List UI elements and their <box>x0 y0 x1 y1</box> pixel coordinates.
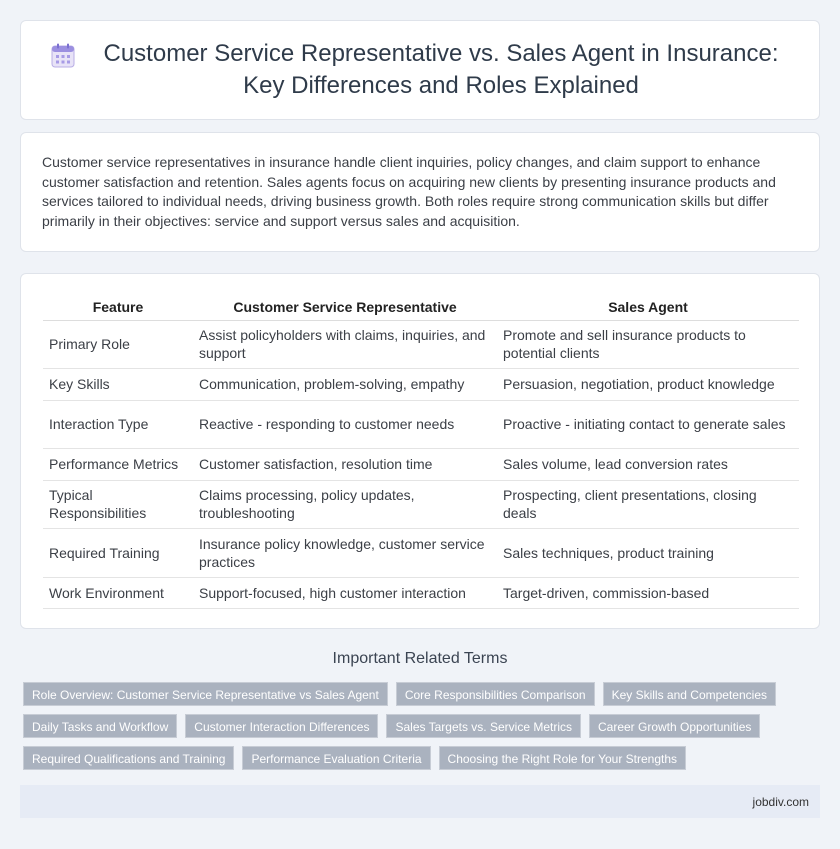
feature-cell: Typical Responsibilities <box>43 480 193 528</box>
related-terms-title: Important Related Terms <box>332 650 508 667</box>
csr-cell: Customer satisfaction, resolution time <box>193 448 497 480</box>
sales-cell: Sales volume, lead conversion rates <box>497 448 799 480</box>
related-term-tag[interactable]: Core Responsibilities Comparison <box>396 682 595 706</box>
footer <box>20 785 820 818</box>
related-term-tag[interactable]: Performance Evaluation Criteria <box>242 746 430 770</box>
related-term-tag[interactable]: Sales Targets vs. Service Metrics <box>386 714 581 738</box>
feature-cell: Required Training <box>43 528 193 577</box>
table-row <box>43 577 799 608</box>
table-row <box>43 368 799 400</box>
table-row <box>43 400 799 448</box>
csr-cell: Claims processing, policy updates, troubleshooting <box>193 480 497 528</box>
header-csr: Customer Service Representative <box>193 294 497 320</box>
header-sales-agent: Sales Agent <box>497 294 799 320</box>
intro-paragraph: Customer service representatives in insurance handle client inquiries, policy changes, and claim support to enhance customer satisfaction and retention. Sales agents focus on acquiring new clients by presenting insurance products and services tailored to individual needs, driving business growth. Both roles require strong communication skills but differ primarily in their objectives: service and support versus sales and acquisition. <box>42 154 776 229</box>
sales-cell: Target-driven, commission-based <box>497 577 799 608</box>
related-term-tag[interactable]: Daily Tasks and Workflow <box>23 714 177 738</box>
intro-card <box>20 132 820 252</box>
sales-cell: Sales techniques, product training <box>497 528 799 577</box>
related-term-tag[interactable]: Career Growth Opportunities <box>589 714 760 738</box>
feature-cell: Work Environment <box>43 577 193 608</box>
table-row <box>43 448 799 480</box>
footer-site-link[interactable]: jobdiv.com <box>752 794 809 809</box>
table-row <box>43 320 799 368</box>
comparison-card <box>20 273 820 629</box>
related-term-tag[interactable]: Key Skills and Competencies <box>603 682 776 706</box>
related-term-tag[interactable]: Customer Interaction Differences <box>185 714 378 738</box>
sales-cell: Promote and sell insurance products to potential clients <box>497 320 799 368</box>
table-row <box>43 480 799 528</box>
csr-cell: Insurance policy knowledge, customer service practices <box>193 528 497 577</box>
feature-cell: Interaction Type <box>43 400 193 448</box>
feature-cell: Primary Role <box>43 320 193 368</box>
csr-cell: Support-focused, high customer interaction <box>193 577 497 608</box>
related-term-tag[interactable]: Role Overview: Customer Service Representative vs Sales Agent <box>23 682 388 706</box>
related-terms-list <box>23 682 823 770</box>
feature-cell: Key Skills <box>43 368 193 400</box>
page-title: Customer Service Representative vs. Sales Agent in Insurance: Key Differences and Roles Explained <box>103 40 779 99</box>
title-card <box>20 20 820 120</box>
csr-cell: Reactive - responding to customer needs <box>193 400 497 448</box>
comparison-table <box>43 294 799 609</box>
header-feature: Feature <box>43 294 193 320</box>
calendar-icon <box>49 42 77 70</box>
table-header-row <box>43 294 799 320</box>
related-term-tag[interactable]: Required Qualifications and Training <box>23 746 234 770</box>
table-row <box>43 528 799 577</box>
sales-cell: Proactive - initiating contact to generate sales <box>497 400 799 448</box>
related-term-tag[interactable]: Choosing the Right Role for Your Strengths <box>439 746 686 770</box>
sales-cell: Prospecting, client presentations, closing deals <box>497 480 799 528</box>
sales-cell: Persuasion, negotiation, product knowledge <box>497 368 799 400</box>
csr-cell: Assist policyholders with claims, inquiries, and support <box>193 320 497 368</box>
csr-cell: Communication, problem-solving, empathy <box>193 368 497 400</box>
feature-cell: Performance Metrics <box>43 448 193 480</box>
